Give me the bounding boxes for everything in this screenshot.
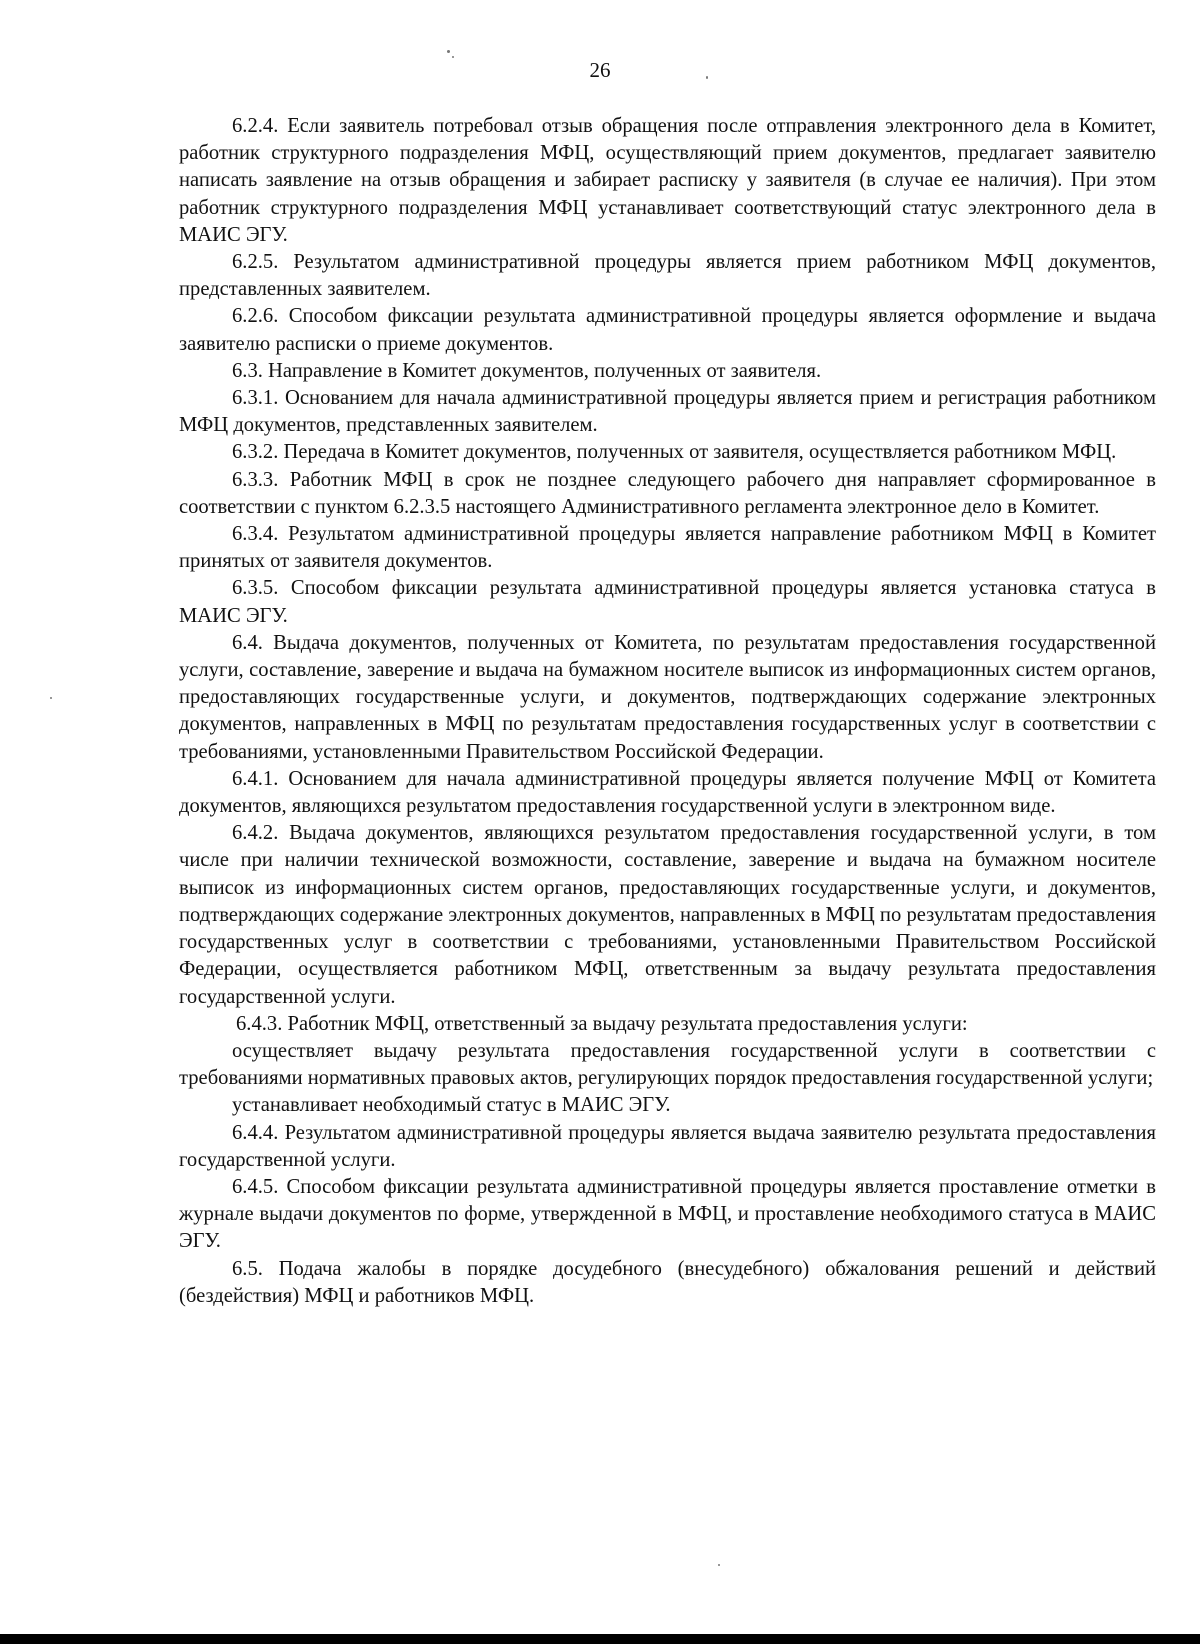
- paragraph-6-4-3-item-1: осуществляет выдачу результата предоставления государственной услуги в соответствии с требованиями нормативных правовых актов, регулирующих порядок предоставления государственной услуги;: [179, 1039, 1156, 1090]
- paragraph-6-4-5: 6.4.5. Способом фиксации результата административной процедуры является проставление отметки в журнале выдачи документов по форме, утвержденной в МФЦ, и проставление необходимого статуса в МАИС ЭГУ.: [179, 1175, 1156, 1253]
- paragraph-6-2-5: 6.2.5. Результатом административной процедуры является прием работником МФЦ документов, представленных заявителем.: [179, 251, 1156, 301]
- paragraph-6-4-3-item-2: устанавливает необходимый статус в МАИС ЭГУ.: [232, 1094, 671, 1117]
- paragraph-6-2-4: 6.2.4. Если заявитель потребовал отзыв обращения после отправления электронного дела в Комитет, работник структурного подразделения МФЦ, осуществляющий прием документов, предлагает заявителю написать заявление на отзыв обращения и забирает расписку у заявителя (в случае ее наличия). При этом работник структурного подразделения МФЦ устанавливает соответствующий статус электронного дела в МАИС ЭГУ.: [179, 115, 1156, 246]
- scan-speck: [706, 76, 708, 79]
- paragraph-6-3-5: 6.3.5. Способом фиксации результата административной процедуры является установка статуса в МАИС ЭГУ.: [179, 577, 1156, 627]
- paragraph-6-3-4: 6.3.4. Результатом административной процедуры является направление работником МФЦ в Комитет принятых от заявителя документов.: [179, 523, 1156, 573]
- scan-speck: [718, 1564, 720, 1566]
- scan-speck: [447, 50, 450, 53]
- document-body: [179, 113, 1156, 1310]
- paragraph-6-4-4: 6.4.4. Результатом административной процедуры является выдача заявителю результата предоставления государственной услуги.: [179, 1121, 1156, 1171]
- scan-speck: [452, 56, 454, 58]
- paragraph-6-4-1: 6.4.1. Основанием для начала административной процедуры является получение МФЦ от Комитета документов, являющихся результатом предоставления государственной услуги в электронном виде.: [179, 767, 1156, 818]
- paragraph-6-3: 6.3. Направление в Комитет документов, полученных от заявителя.: [232, 359, 822, 382]
- paragraph-6-3-2: 6.3.2. Передача в Комитет документов, полученных от заявителя, осуществляется работником МФЦ.: [232, 441, 1117, 464]
- paragraph-6-4-2: 6.4.2. Выдача документов, являющихся результатом предоставления государственной услуги, в том числе при наличии технической возможности, составление, заверение и выдача на бумажном носителе выписок из информационных систем органов, предоставляющих государственные услуги, и документов, подтверждающих содержание электронных документов, направленных в МФЦ по результатам предоставления государственных услуг в соответствии с требованиями, установленными Правительством Российской Федерации, осуществляется работником МФЦ, ответственным за выдачу результата предоставления государственной услуги.: [179, 822, 1156, 1008]
- paragraph-6-3-3: 6.3.3. Работник МФЦ в срок не позднее следующего рабочего дня направляет сформированное в соответствии с пунктом 6.2.3.5 настоящего Административного регламента электронное дело в Комитет.: [179, 468, 1156, 518]
- paragraph-6-2-6: 6.2.6. Способом фиксации результата административной процедуры является оформление и выдача заявителю расписки о приеме документов.: [179, 305, 1156, 355]
- page-number: 26: [589, 58, 611, 82]
- scan-speck: [50, 697, 52, 699]
- scan-edge-bar: [0, 1634, 1200, 1644]
- paragraph-6-5: 6.5. Подача жалобы в порядке досудебного (внесудебного) обжалования решений и действий (бездействия) МФЦ и работников МФЦ.: [179, 1257, 1156, 1307]
- paragraph-6-4: 6.4. Выдача документов, полученных от Комитета, по результатам предоставления государственной услуги, составление, заверение и выдача на бумажном носителе выписок из информационных систем органов, предоставляющих государственные услуги, и документов, подтверждающих содержание электронных документов, направленных в МФЦ по результатам предоставления государственных услуг в соответствии с требованиями, установленными Правительством Российской Федерации.: [179, 631, 1156, 763]
- paragraph-6-4-3: 6.4.3. Работник МФЦ, ответственный за выдачу результата предоставления услуги:: [236, 1012, 968, 1035]
- paragraph-6-3-1: 6.3.1. Основанием для начала административной процедуры является прием и регистрация работником МФЦ документов, представленных заявителем.: [179, 387, 1156, 437]
